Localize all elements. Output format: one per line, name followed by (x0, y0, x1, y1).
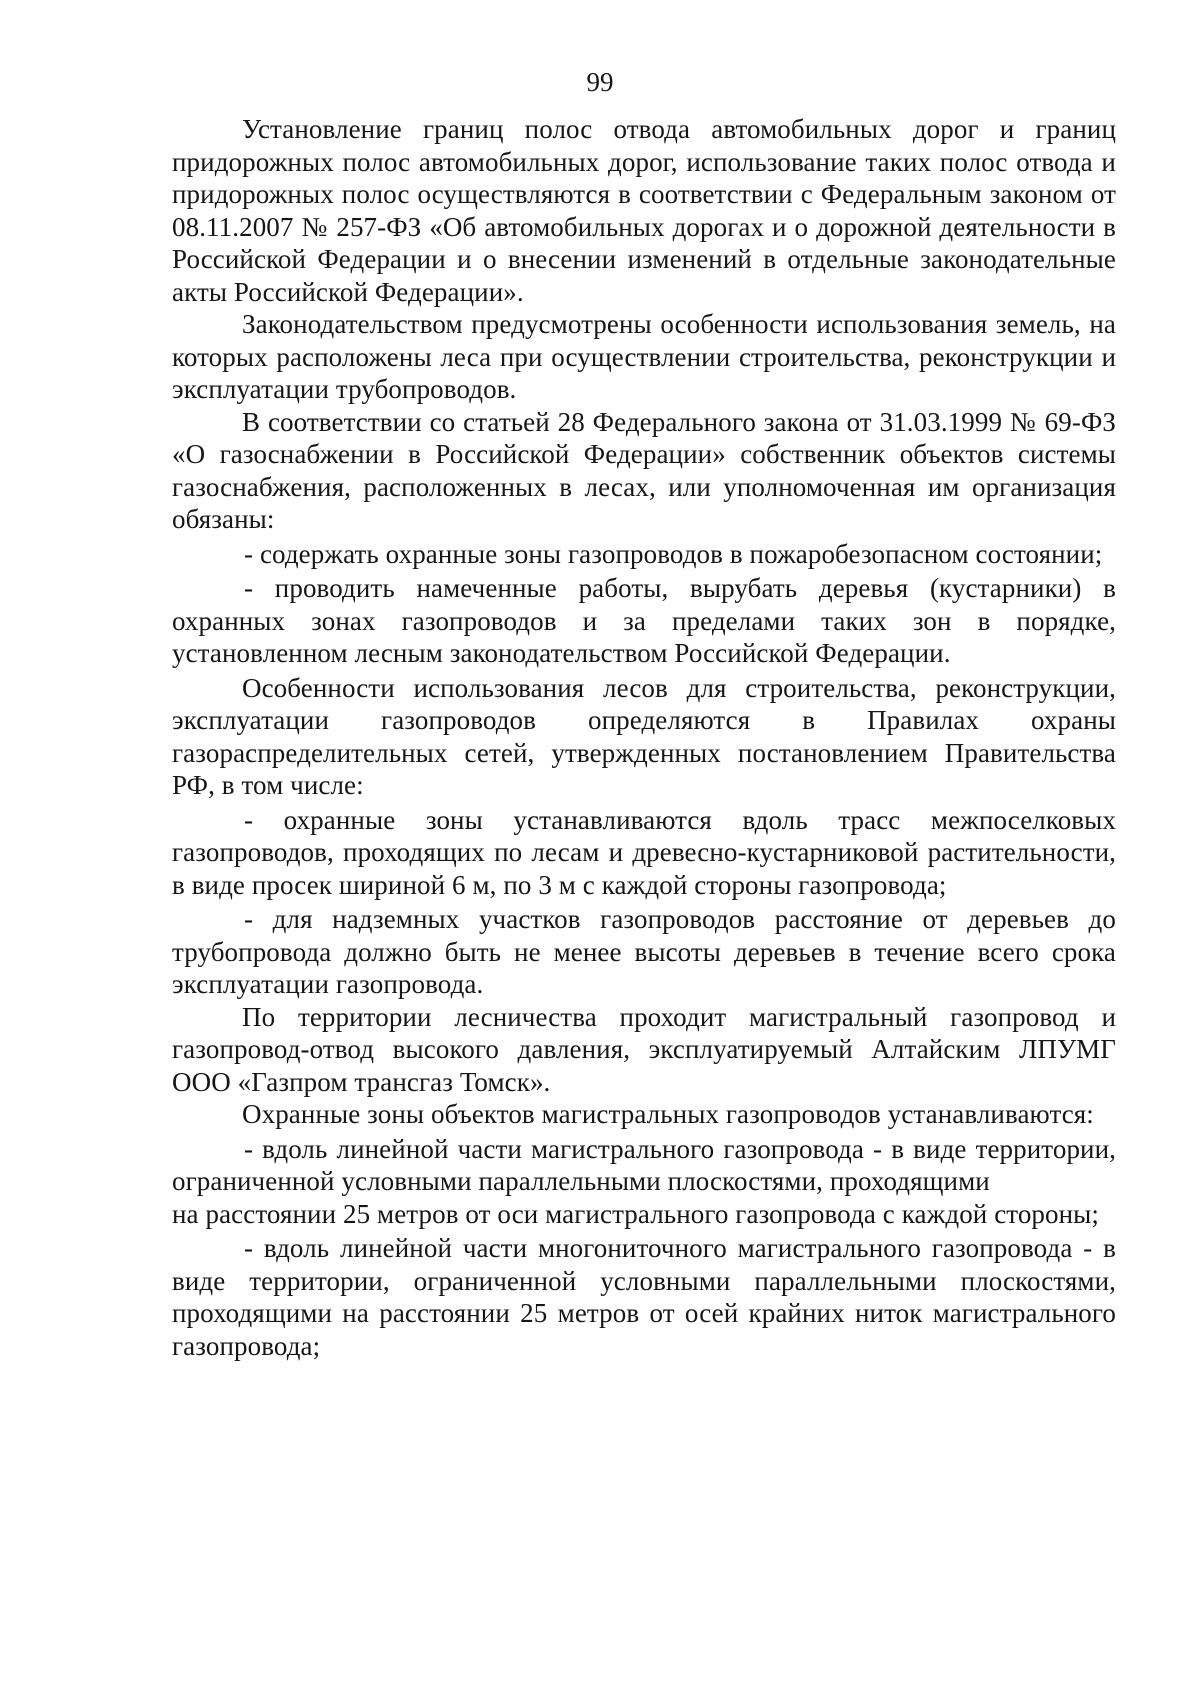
document-body (172, 113, 1116, 1362)
paragraph-forest-use-rules: Особенности использования лесов для строительства, реконструкции, эксплуатации газопроводов определяются в Правилах охраны газораспределительных сетей, утвержденных постановлением Правительства РФ, в том числе: (172, 672, 1116, 800)
paragraph-protection-zones-intro: Охранные зоны объектов магистральных газопроводов устанавливаются: (242, 1099, 1094, 1129)
list-item-protection-zones: - охранные зоны устанавливаются вдоль трасс межпоселковых газопроводов, проходящих по лесам и древесно-кустарниковой растительности, в виде просек шириной 6 м, по 3 м с каждой стороны газопровода; (172, 804, 1116, 900)
list-item-fire-safety: - содержать охранные зоны газопроводов в пожаробезопасном состоянии; (244, 538, 1103, 569)
list-item-linear-part-continuation: на расстоянии 25 метров от оси магистрального газопровода с каждой стороны; (172, 1198, 1100, 1229)
list-item-multi-line-pipeline: - вдоль линейной части многониточного магистрального газопровода - в виде территории, ограниченной условными параллельными плоскостями, проходящими на расстоянии 25 метров от осей крайних ниток магистрального газопровода; (172, 1233, 1116, 1361)
paragraph-pipeline-land-use: Законодательством предусмотрены особенности использования земель, на которых расположены леса при осуществлении строительства, реконструкции и эксплуатации трубопроводов. (172, 309, 1116, 404)
paragraph-gas-supply-law: В соответствии со статьей 28 Федерального закона от 31.03.1999 № 69-ФЗ «О газоснабжении в Российской Федерации» собственник объектов системы газоснабжения, расположенных в лесах, или уполномоченная им организация обязаны: (172, 406, 1116, 534)
paragraph-road-boundaries: Установление границ полос отвода автомобильных дорог и границ придорожных полос автомобильных дорог, использование таких полос отвода и придорожных полос осуществляются в соответствии с Федеральным законом от 08.11.2007 № 257-ФЗ «Об автомобильных дорогах и о дорожной деятельности в Российской Федерации и о внесении изменений в отдельные законодательные акты Российской Федерации». (172, 114, 1116, 307)
list-item-planned-works: - проводить намеченные работы, вырубать деревья (кустарники) в охранных зонах газопроводов и за пределами таких зон в порядке, установленном лесным законодательством Российской Федерации. (172, 573, 1116, 668)
list-item-linear-part: - вдоль линейной части магистрального газопровода - в виде территории, ограниченной условными параллельными плоскостями, проходящими (172, 1133, 1116, 1196)
list-item-above-ground-sections: - для надземных участков газопроводов расстояние от деревьев до трубопровода должно быть не менее высоты деревьев в течение всего срока эксплуатации газопровода. (172, 904, 1116, 999)
page-number: 99 (586, 67, 614, 97)
paragraph-main-gas-pipeline: По территории лесничества проходит магистральный газопровод и газопровод-отвод высокого давления, эксплуатируемый Алтайским ЛПУМГ ООО «Газпром трансгаз Томск». (172, 1001, 1116, 1097)
